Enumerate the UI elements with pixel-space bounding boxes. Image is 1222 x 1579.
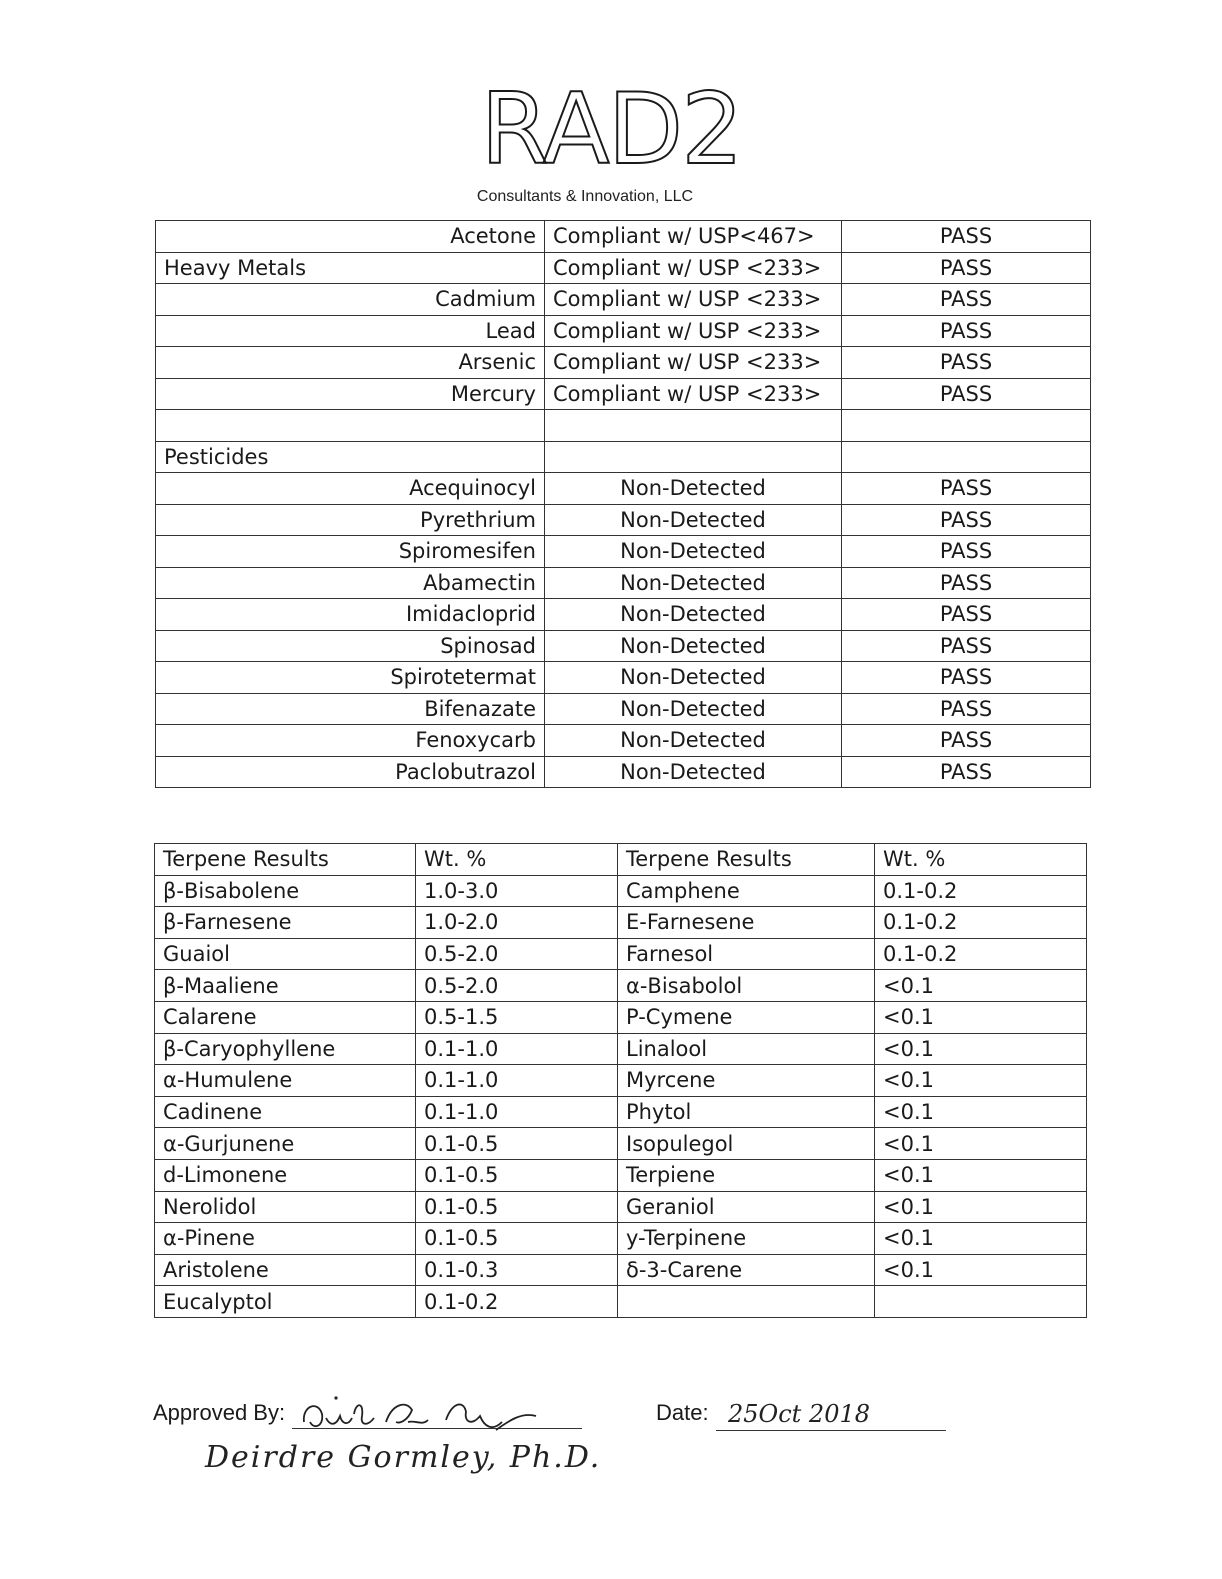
compliance-result: Non-Detected <box>545 630 842 662</box>
terpene-name: Isopulegol <box>618 1128 875 1160</box>
compliance-item: Cadmium <box>156 284 545 316</box>
terpene-weight: <0.1 <box>875 970 1087 1002</box>
compliance-item: Pyrethrium <box>156 504 545 536</box>
compliance-row <box>156 378 1091 410</box>
compliance-item: Spinosad <box>156 630 545 662</box>
compliance-item: Acequinocyl <box>156 473 545 505</box>
compliance-item: Spirotetermat <box>156 662 545 694</box>
terpene-name: β-Caryophyllene <box>155 1033 416 1065</box>
terpene-name: β-Farnesene <box>155 907 416 939</box>
terpene-name: Calarene <box>155 1001 416 1033</box>
terpene-name: α-Bisabolol <box>618 970 875 1002</box>
terpene-name: E-Farnesene <box>618 907 875 939</box>
compliance-item <box>156 410 545 442</box>
terpene-header-cell: Terpene Results <box>155 844 416 876</box>
terpene-weight: 0.1-1.0 <box>416 1033 618 1065</box>
terpene-weight: 0.1-0.5 <box>416 1223 618 1255</box>
company-subtitle: Consultants & Innovation, LLC <box>476 188 694 205</box>
compliance-row <box>156 630 1091 662</box>
compliance-row <box>156 599 1091 631</box>
compliance-status: PASS <box>842 221 1091 253</box>
compliance-item: Lead <box>156 315 545 347</box>
terpene-row <box>155 907 1087 939</box>
compliance-row <box>156 662 1091 694</box>
terpene-weight: 1.0-3.0 <box>416 875 618 907</box>
compliance-item: Heavy Metals <box>156 252 545 284</box>
terpene-weight: <0.1 <box>875 1033 1087 1065</box>
terpene-weight: <0.1 <box>875 1159 1087 1191</box>
terpene-weight: <0.1 <box>875 1254 1087 1286</box>
terpene-row <box>155 1223 1087 1255</box>
terpene-weight: <0.1 <box>875 1001 1087 1033</box>
compliance-status: PASS <box>842 284 1091 316</box>
terpene-row <box>155 1065 1087 1097</box>
compliance-item: Fenoxycarb <box>156 725 545 757</box>
terpene-name: α-Pinene <box>155 1223 416 1255</box>
terpene-row <box>155 1128 1087 1160</box>
terpene-weight: 0.1-0.2 <box>875 875 1087 907</box>
compliance-status: PASS <box>842 630 1091 662</box>
terpene-name: Terpiene <box>618 1159 875 1191</box>
compliance-row <box>156 252 1091 284</box>
compliance-status: PASS <box>842 504 1091 536</box>
terpene-weight: <0.1 <box>875 1065 1087 1097</box>
company-logo: RAD2 <box>480 73 742 187</box>
compliance-result: Non-Detected <box>545 504 842 536</box>
terpene-name: Camphene <box>618 875 875 907</box>
terpene-name <box>618 1286 875 1318</box>
terpene-name: Eucalyptol <box>155 1286 416 1318</box>
compliance-row <box>156 504 1091 536</box>
compliance-result: Compliant w/ USP <233> <box>545 315 842 347</box>
compliance-status: PASS <box>842 725 1091 757</box>
compliance-item: Acetone <box>156 221 545 253</box>
terpene-name: Aristolene <box>155 1254 416 1286</box>
date-line <box>716 1430 946 1431</box>
compliance-row <box>156 756 1091 788</box>
compliance-item: Bifenazate <box>156 693 545 725</box>
compliance-status: PASS <box>842 567 1091 599</box>
terpene-weight: 0.1-0.5 <box>416 1191 618 1223</box>
compliance-status: PASS <box>842 473 1091 505</box>
terpene-row <box>155 875 1087 907</box>
compliance-status: PASS <box>842 599 1091 631</box>
compliance-status: PASS <box>842 693 1091 725</box>
compliance-result <box>545 410 842 442</box>
compliance-item: Imidacloprid <box>156 599 545 631</box>
compliance-result: Non-Detected <box>545 662 842 694</box>
compliance-table <box>155 220 1091 788</box>
compliance-status: PASS <box>842 315 1091 347</box>
approved-by-label: Approved By: <box>153 1400 286 1425</box>
compliance-status: PASS <box>842 347 1091 379</box>
terpene-header-cell: Terpene Results <box>618 844 875 876</box>
compliance-result: Non-Detected <box>545 756 842 788</box>
terpene-weight: <0.1 <box>875 1096 1087 1128</box>
compliance-result: Non-Detected <box>545 599 842 631</box>
handwritten-name: Deirdre Gormley, Ph.D. <box>205 1440 602 1475</box>
compliance-row <box>156 347 1091 379</box>
terpene-name: β-Maaliene <box>155 970 416 1002</box>
compliance-result: Compliant w/ USP<467> <box>545 221 842 253</box>
compliance-result: Non-Detected <box>545 536 842 568</box>
terpene-row <box>155 1096 1087 1128</box>
terpene-row <box>155 1159 1087 1191</box>
terpene-row <box>155 1191 1087 1223</box>
terpene-header-cell: Wt. % <box>875 844 1087 876</box>
compliance-result: Compliant w/ USP <233> <box>545 347 842 379</box>
terpene-name: d-Limonene <box>155 1159 416 1191</box>
compliance-row <box>156 693 1091 725</box>
compliance-item: Pesticides <box>156 441 545 473</box>
date-label: Date: <box>656 1400 709 1425</box>
compliance-row <box>156 284 1091 316</box>
terpene-weight: <0.1 <box>875 1223 1087 1255</box>
compliance-row <box>156 725 1091 757</box>
terpene-name: α-Humulene <box>155 1065 416 1097</box>
compliance-row <box>156 315 1091 347</box>
compliance-status: PASS <box>842 662 1091 694</box>
terpene-weight: 0.1-0.5 <box>416 1159 618 1191</box>
terpene-name: β-Bisabolene <box>155 875 416 907</box>
compliance-item: Arsenic <box>156 347 545 379</box>
terpene-row <box>155 970 1087 1002</box>
compliance-status <box>842 410 1091 442</box>
terpene-name: Nerolidol <box>155 1191 416 1223</box>
terpene-name: y-Terpinene <box>618 1223 875 1255</box>
terpene-weight: <0.1 <box>875 1128 1087 1160</box>
terpene-weight: 0.1-0.2 <box>875 938 1087 970</box>
compliance-item: Paclobutrazol <box>156 756 545 788</box>
signature-scribble <box>296 1392 556 1438</box>
terpene-table <box>154 843 1087 1318</box>
terpene-name: Geraniol <box>618 1191 875 1223</box>
compliance-result: Compliant w/ USP <233> <box>545 378 842 410</box>
terpene-weight: 0.1-0.2 <box>416 1286 618 1318</box>
terpene-name: Farnesol <box>618 938 875 970</box>
terpene-weight: 0.5-2.0 <box>416 938 618 970</box>
compliance-status <box>842 441 1091 473</box>
compliance-row <box>156 221 1091 253</box>
compliance-row <box>156 473 1091 505</box>
terpene-row <box>155 1001 1087 1033</box>
compliance-result: Compliant w/ USP <233> <box>545 284 842 316</box>
compliance-result: Non-Detected <box>545 725 842 757</box>
terpene-weight <box>875 1286 1087 1318</box>
terpene-weight: 0.1-0.2 <box>875 907 1087 939</box>
compliance-row <box>156 441 1091 473</box>
date-value: 25Oct 2018 <box>728 1400 871 1428</box>
compliance-item: Mercury <box>156 378 545 410</box>
terpene-row <box>155 1286 1087 1318</box>
terpene-row <box>155 938 1087 970</box>
terpene-weight: 0.1-0.3 <box>416 1254 618 1286</box>
terpene-weight: 0.1-1.0 <box>416 1096 618 1128</box>
compliance-status: PASS <box>842 252 1091 284</box>
compliance-row <box>156 567 1091 599</box>
terpene-name: P-Cymene <box>618 1001 875 1033</box>
compliance-row <box>156 536 1091 568</box>
terpene-weight: 0.1-1.0 <box>416 1065 618 1097</box>
terpene-weight: 0.5-2.0 <box>416 970 618 1002</box>
compliance-result <box>545 441 842 473</box>
compliance-status: PASS <box>842 378 1091 410</box>
compliance-status: PASS <box>842 756 1091 788</box>
compliance-item: Spiromesifen <box>156 536 545 568</box>
terpene-header-row <box>155 844 1087 876</box>
terpene-weight: 1.0-2.0 <box>416 907 618 939</box>
terpene-row <box>155 1033 1087 1065</box>
compliance-result: Compliant w/ USP <233> <box>545 252 842 284</box>
terpene-name: Guaiol <box>155 938 416 970</box>
compliance-result: Non-Detected <box>545 473 842 505</box>
compliance-row <box>156 410 1091 442</box>
terpene-name: Myrcene <box>618 1065 875 1097</box>
compliance-status: PASS <box>842 536 1091 568</box>
compliance-result: Non-Detected <box>545 567 842 599</box>
terpene-name: Cadinene <box>155 1096 416 1128</box>
terpene-name: Linalool <box>618 1033 875 1065</box>
terpene-name: α-Gurjunene <box>155 1128 416 1160</box>
terpene-name: Phytol <box>618 1096 875 1128</box>
compliance-item: Abamectin <box>156 567 545 599</box>
terpene-row <box>155 1254 1087 1286</box>
terpene-weight: 0.5-1.5 <box>416 1001 618 1033</box>
terpene-weight: 0.1-0.5 <box>416 1128 618 1160</box>
terpene-weight: <0.1 <box>875 1191 1087 1223</box>
terpene-name: δ-3-Carene <box>618 1254 875 1286</box>
terpene-header-cell: Wt. % <box>416 844 618 876</box>
compliance-result: Non-Detected <box>545 693 842 725</box>
